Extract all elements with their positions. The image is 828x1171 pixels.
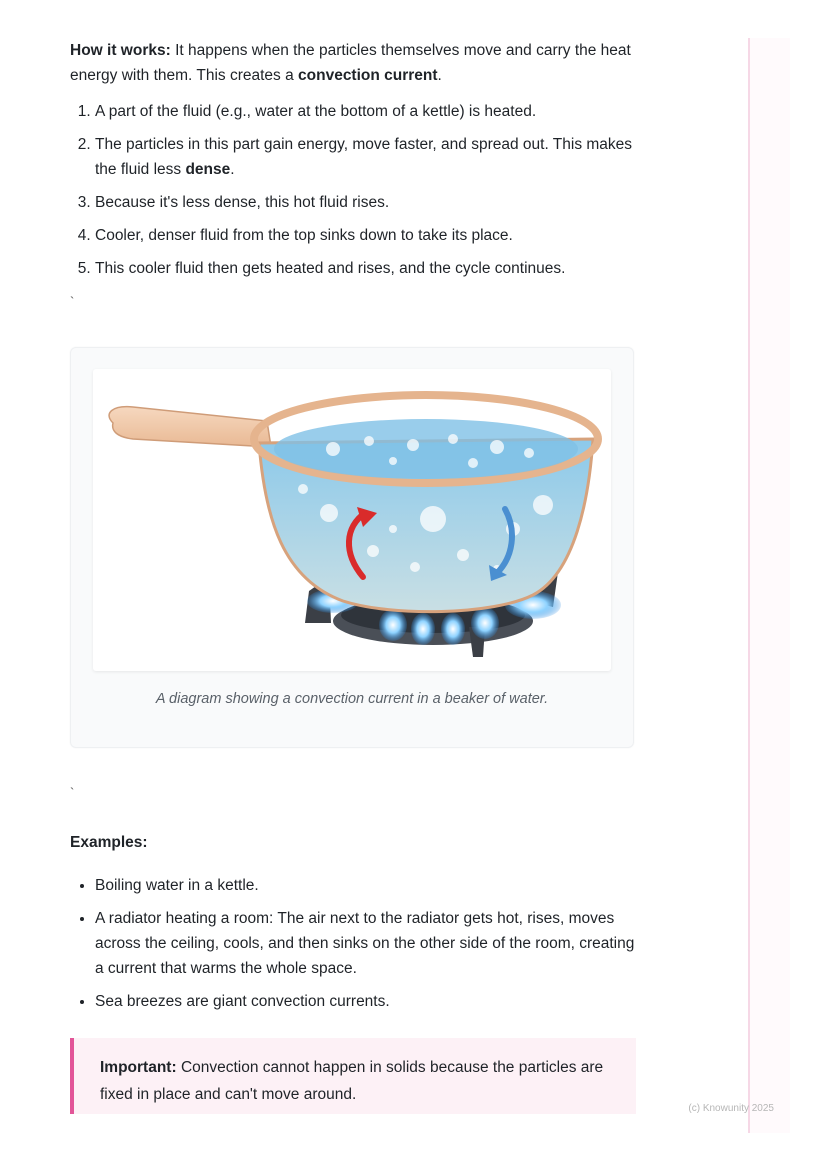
- examples-heading: Examples:: [70, 834, 148, 851]
- sidebar-divider: [748, 38, 750, 1133]
- callout-text: Convection cannot happen in solids because the particles are fixed in place and can't move around.: [100, 1059, 604, 1103]
- list-item: • Sea breezes are giant convection currents.: [95, 989, 636, 1014]
- step-end: .: [230, 161, 235, 178]
- step-bold-term: dense: [185, 161, 231, 178]
- intro-paragraph: [70, 38, 636, 88]
- intro-lead: How it works:: [70, 42, 171, 59]
- copyright-credit: (c) Knowunity 2025: [688, 1103, 774, 1114]
- step-text: This cooler fluid then gets heated and rises, and the cycle continues.: [95, 260, 566, 277]
- separator-mark: `: [70, 785, 75, 800]
- intro-end: .: [437, 67, 442, 84]
- intro-bold-term: convection current: [298, 67, 438, 84]
- list-item: • Boiling water in a kettle.: [95, 873, 636, 898]
- callout-lead: Important:: [100, 1059, 177, 1076]
- step-text: The particles in this part gain energy, move faster, and spread out. This makes the fluid less: [95, 136, 633, 178]
- convection-diagram: [93, 369, 611, 671]
- list-item: [95, 190, 636, 215]
- water-surface: [274, 419, 578, 479]
- list-item: [95, 256, 636, 281]
- list-item: [95, 223, 636, 248]
- saucepan-illustration: [93, 369, 611, 671]
- step-text: Cooler, denser fluid from the top sinks down to take its place.: [95, 227, 513, 244]
- intro-text: It happens when the particles themselves move and carry the heat energy with them. This creates a: [70, 42, 631, 84]
- pan-handle: [109, 407, 271, 447]
- list-item: [95, 99, 636, 124]
- examples-list: [70, 873, 636, 1014]
- step-text: A part of the fluid (e.g., water at the bottom of a kettle) is heated.: [95, 103, 537, 120]
- important-callout: [70, 1038, 636, 1114]
- step-text: Because it's less dense, this hot fluid rises.: [95, 194, 390, 211]
- figure-caption: A diagram showing a convection current in a beaker of water.: [155, 691, 549, 707]
- list-item: [95, 132, 636, 182]
- steps-list: [70, 99, 636, 281]
- note-content: [70, 38, 636, 1114]
- figure-card: [70, 347, 634, 748]
- sidebar-rail: [748, 38, 790, 1133]
- list-item: • A radiator heating a room: The air next to the radiator gets hot, rises, moves across the ceiling, cools, and then sinks on the other side of the room, creating a current that warms the whole space.: [95, 906, 636, 981]
- separator-mark: `: [70, 294, 75, 309]
